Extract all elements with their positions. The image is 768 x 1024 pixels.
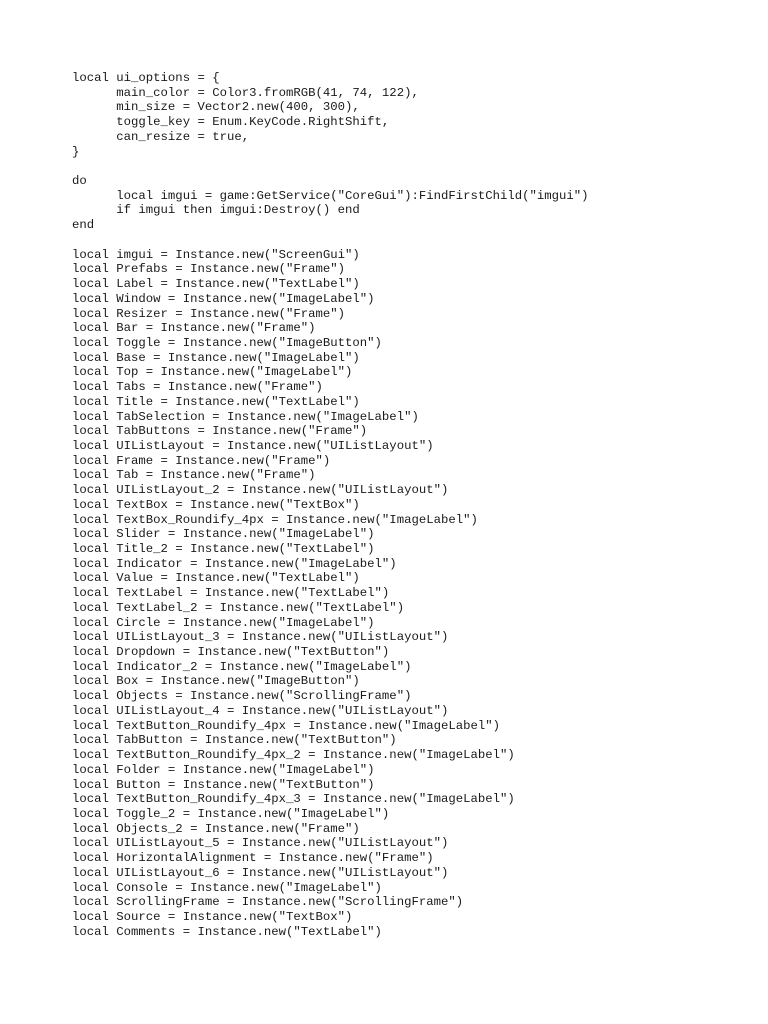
code-line: local Title = Instance.new("TextLabel") [72,394,360,409]
code-line: local imgui = game:GetService("CoreGui"):FindFirstChild("imgui") [72,188,589,203]
code-line: local TextBox_Roundify_4px = Instance.new("ImageLabel") [72,512,478,527]
code-line: local TabButtons = Instance.new("Frame") [72,424,368,439]
code-line: local UIListLayout_6 = Instance.new("UIListLayout") [72,865,449,880]
code-line: local imgui = Instance.new("ScreenGui") [72,247,360,262]
code-line: do [72,174,87,189]
code-line: local Circle = Instance.new("ImageLabel") [72,615,375,630]
code-line: local Objects = Instance.new("ScrollingFrame") [72,689,412,704]
code-line: local TabSelection = Instance.new("ImageLabel") [72,409,419,424]
code-line: local Window = Instance.new("ImageLabel") [72,291,375,306]
code-line: if imgui then imgui:Destroy() end [72,203,360,218]
code-line: local Bar = Instance.new("Frame") [72,321,316,336]
code-line: local UIListLayout_3 = Instance.new("UIListLayout") [72,630,449,645]
code-line: local UIListLayout = Instance.new("UIListLayout") [72,438,434,453]
code-line: local TextButton_Roundify_4px = Instance.new("ImageLabel") [72,718,501,733]
code-line: local Top = Instance.new("ImageLabel") [72,365,353,380]
code-line [72,159,752,174]
code-line: local TextButton_Roundify_4px_2 = Instance.new("ImageLabel") [72,748,515,763]
code-line: local UIListLayout_2 = Instance.new("UIListLayout") [72,483,449,498]
code-line: local Indicator_2 = Instance.new("ImageLabel") [72,659,412,674]
code-line: local Tabs = Instance.new("Frame") [72,380,323,395]
code-line: local HorizontalAlignment = Instance.new("Frame") [72,851,434,866]
code-line: min_size = Vector2.new(400, 300), [72,100,360,115]
code-line: local Resizer = Instance.new("Frame") [72,306,346,321]
code-line: local Toggle = Instance.new("ImageButton") [72,335,382,350]
code-line: local Slider = Instance.new("ImageLabel") [72,527,375,542]
code-line [72,233,752,248]
code-line: local Objects_2 = Instance.new("Frame") [72,821,360,836]
code-line: local UIListLayout_5 = Instance.new("UIListLayout") [72,836,449,851]
code-line: local Label = Instance.new("TextLabel") [72,277,360,292]
code-line: local TabButton = Instance.new("TextButton") [72,733,397,748]
code-line: local Toggle_2 = Instance.new("ImageLabel") [72,806,390,821]
code-line: local TextBox = Instance.new("TextBox") [72,497,360,512]
code-line: main_color = Color3.fromRGB(41, 74, 122), [72,85,419,100]
code-line: local Prefabs = Instance.new("Frame") [72,262,346,277]
code-line: local Button = Instance.new("TextButton") [72,777,375,792]
code-line: can_resize = true, [72,129,250,144]
code-line: local Base = Instance.new("ImageLabel") [72,350,360,365]
code-line: toggle_key = Enum.KeyCode.RightShift, [72,115,390,130]
code-line: end [72,218,95,233]
code-line: local Title_2 = Instance.new("TextLabel") [72,542,375,556]
code-line: local Folder = Instance.new("ImageLabel") [72,762,375,777]
code-line: local ui_options = { [72,71,220,85]
code-line: local Indicator = Instance.new("ImageLabel") [72,556,397,571]
code-block [72,71,752,939]
code-line: local Console = Instance.new("ImageLabel") [72,880,382,895]
code-line: local Source = Instance.new("TextBox") [72,909,353,924]
code-line: local TextButton_Roundify_4px_3 = Instance.new("ImageLabel") [72,792,515,807]
code-line: local Box = Instance.new("ImageButton") [72,674,360,689]
code-line: local TextLabel = Instance.new("TextLabel") [72,586,390,601]
code-line: local TextLabel_2 = Instance.new("TextLabel") [72,600,405,615]
code-line: local Dropdown = Instance.new("TextButton") [72,645,390,660]
code-line: local Frame = Instance.new("Frame") [72,453,331,468]
code-line: local Value = Instance.new("TextLabel") [72,571,360,586]
code-line: local Comments = Instance.new("TextLabel") [72,924,382,939]
code-line: local UIListLayout_4 = Instance.new("UIListLayout") [72,703,449,718]
code-line: } [72,144,80,159]
code-line: local Tab = Instance.new("Frame") [72,468,316,483]
code-line: local ScrollingFrame = Instance.new("ScrollingFrame") [72,895,464,910]
